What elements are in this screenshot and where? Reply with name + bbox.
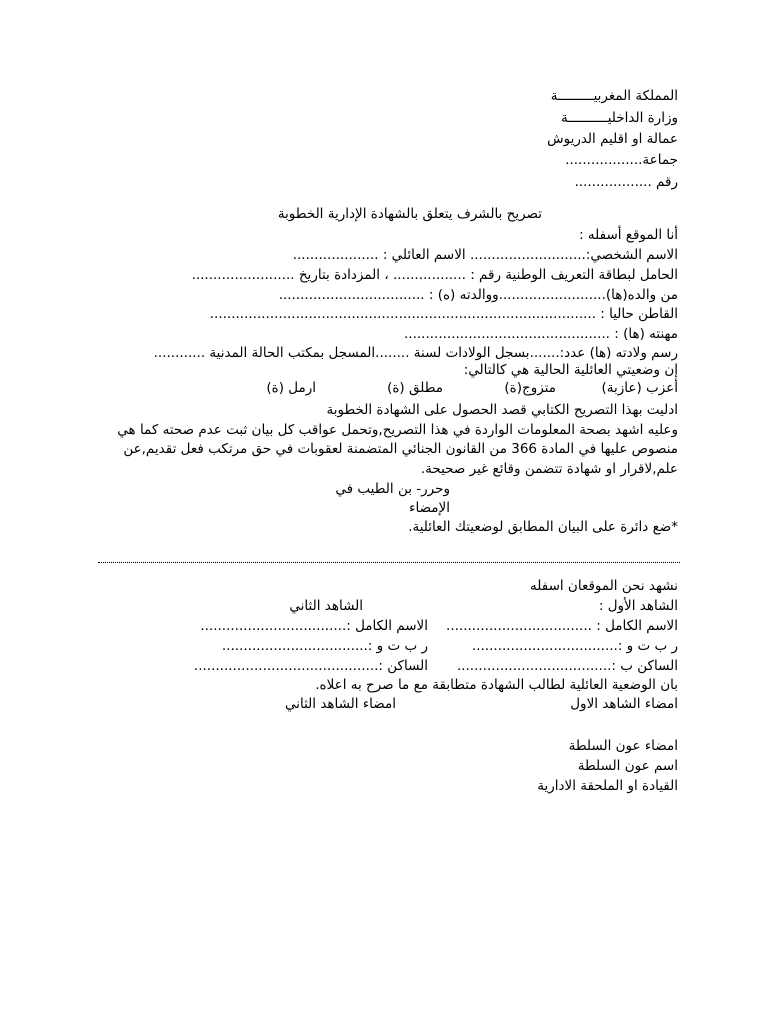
id-card-row: الحامل لبطاقة التعريف الوطنية رقم : ................. ، المزدادة بتاريخ ........................ — [191, 267, 678, 283]
witnesses-intro: نشهد نحن الموقعان اسفله — [530, 578, 678, 594]
purpose-line: ادليت بهذا التصريح الكتابي قصد الحصول على الشهادة الخطوبة — [326, 402, 678, 418]
legal-line-1: وعليه اشهد بصحة المعلومات الواردة في هذا التصريح,وتحمل عواقب كل بيان ثبت عدم صحته كما هي — [117, 422, 678, 438]
ministry-line: وزارة الداخليــــــــــة — [560, 110, 678, 126]
first-witness-id: ر ب ت و :.................................. — [471, 638, 678, 654]
status-option-divorced: مطلق (ة) — [387, 380, 443, 396]
name-row: الاسم الشخصي:........................... الاسم العائلي : .................... — [292, 247, 678, 263]
marital-status-intro: إن وضعيتي العائلية الحالية هي كالتالي: — [463, 362, 678, 378]
section-separator — [98, 562, 680, 563]
kingdom-line: المملكة المغربيـــــــــة — [550, 88, 678, 104]
authority-name: اسم عون السلطة — [577, 758, 678, 774]
birth-registration-row: رسم ولادته (ها) عدد:.......بسجل الولادات لسنة ........المسجل بمكتب الحالة المدنية ............ — [153, 345, 678, 361]
authority-signature: امضاء عون السلطة — [568, 738, 678, 754]
commune-line: جماعة.................. — [565, 152, 678, 168]
first-witness-signature: امضاء الشاهد الاول — [570, 696, 678, 712]
administrative-office: القيادة او الملحقة الادارية — [537, 778, 678, 794]
status-option-married: متزوج(ة) — [504, 380, 556, 396]
residence-row: القاطن حاليا : .......................................................................................... — [209, 306, 678, 322]
number-line: رقم .................. — [574, 174, 678, 190]
second-witness-address: الساكن :........................................... — [193, 658, 428, 674]
written-at-line: وحرر- بن الطيب في — [335, 481, 450, 497]
status-option-widowed: ارمل (ة) — [266, 380, 316, 396]
status-option-single: أعزب (عازبة) — [601, 380, 678, 396]
witness-conclusion: بان الوضعية العائلية لطالب الشهادة متطابقة مع ما صرح به اعلاه. — [315, 677, 678, 693]
parents-row: من والده(ها).........................ووالدته (ه) : .................................. — [278, 287, 678, 303]
profession-row: مهنته (ها) : ................................................ — [403, 326, 678, 342]
prefecture-line: عمالة او اقليم الدريوش — [547, 131, 678, 147]
second-witness-name: الاسم الكامل :.................................. — [200, 618, 428, 634]
legal-line-2: منصوص عليها في المادة 366 من القانون الجنائي المتضمنة لعقوبات في حق مرتكب فعل تقديم,عن — [123, 441, 678, 457]
legal-line-3: علم,لاقرار او شهادة تتضمن وقائع غير صحيحة. — [420, 461, 678, 477]
document-title: تصريح بالشرف يتعلق بالشهادة الإدارية الخطوبة — [277, 206, 542, 222]
marital-note: *ضع دائرة على البيان المطابق لوضعيتك العائلية. — [408, 519, 678, 535]
first-witness-title: الشاهد الأول : — [598, 598, 678, 614]
signature-label: الإمضاء — [409, 500, 450, 516]
first-witness-name: الاسم الكامل : .................................. — [446, 618, 678, 634]
declarant-intro: أنا الموقع أسفله : — [579, 227, 678, 243]
second-witness-title: الشاهد الثاني — [289, 598, 363, 614]
first-witness-address: الساكن ب :.................................... — [456, 658, 678, 674]
second-witness-signature: امضاء الشاهد الثاني — [284, 696, 396, 712]
second-witness-id: ر ب ت و :.................................. — [221, 638, 428, 654]
